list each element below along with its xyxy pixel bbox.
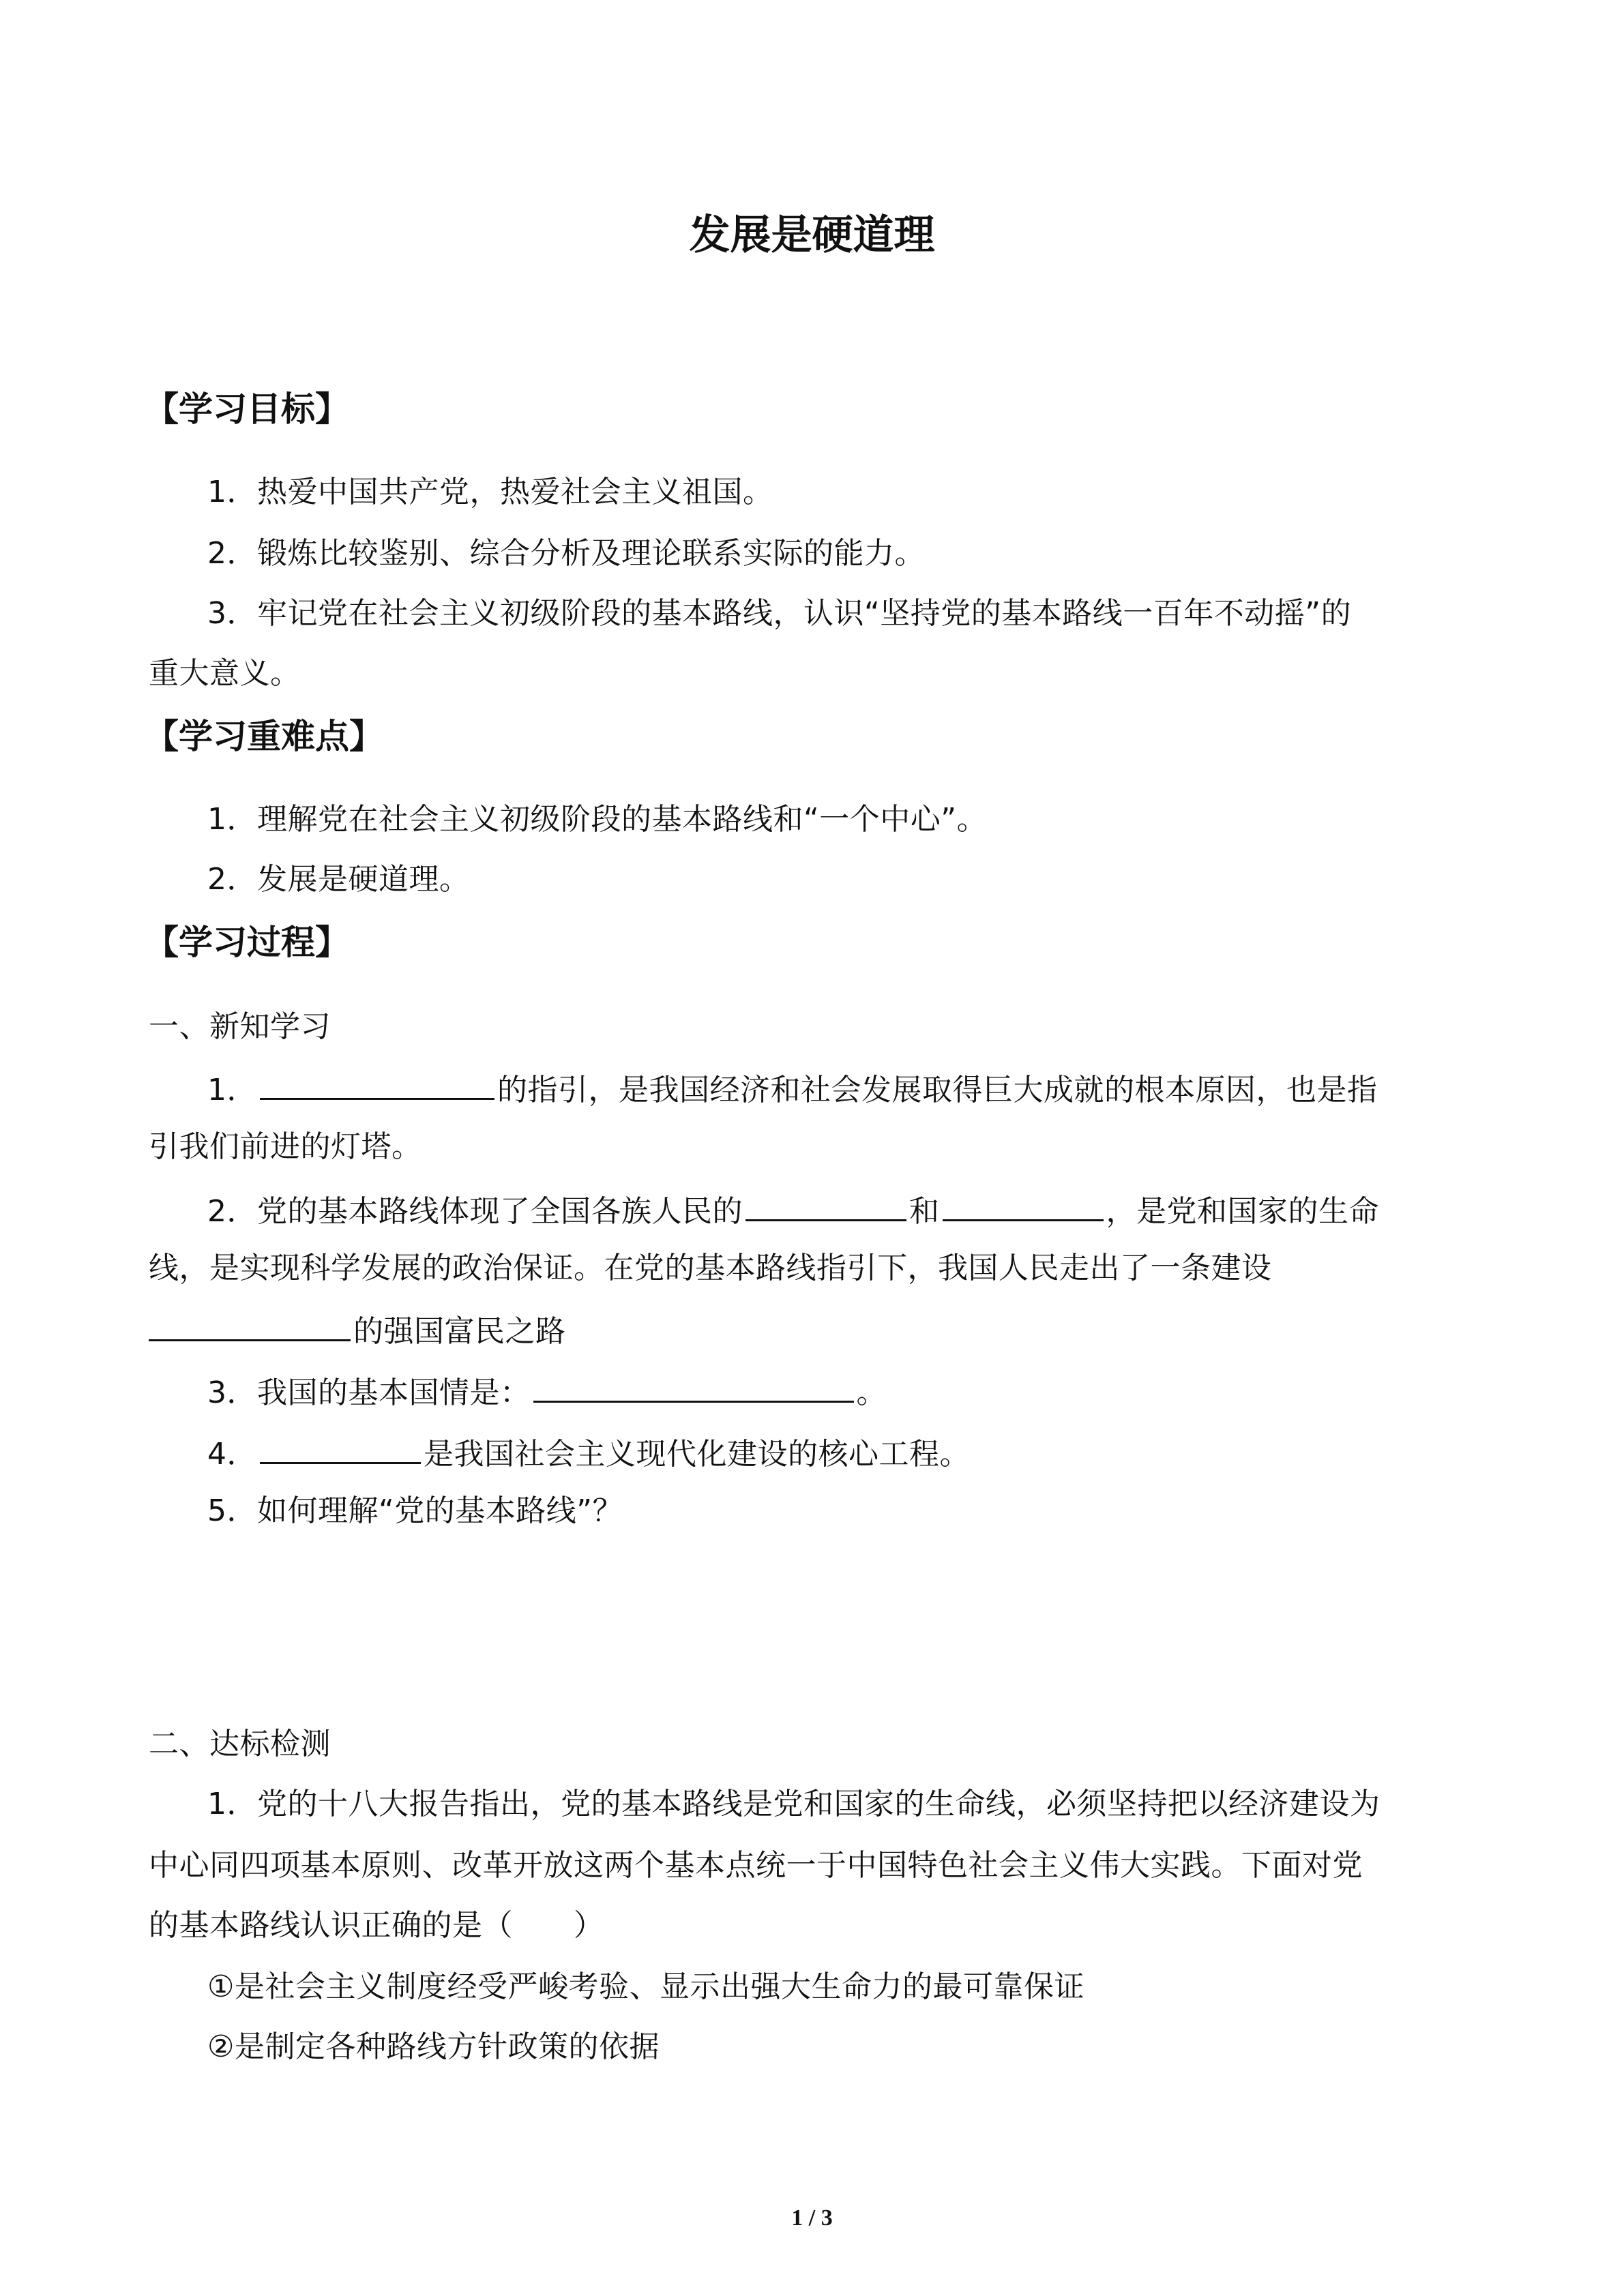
question-1 — [207, 1065, 1378, 1112]
question-3-end: 。 — [856, 1375, 887, 1410]
question-2-text: 2．党的基本路线体现了全国各族人民的 — [207, 1194, 743, 1229]
test-option-2: ②是制定各种路线方针政策的依据 — [207, 2029, 660, 2064]
test-question-1-cont: 中心同四项基本原则、改革开放这两个基本点统一于中国特色社会主义伟大实践。下面对党 — [149, 1848, 1363, 1883]
question-2-cont-2 — [149, 1307, 566, 1354]
question-2 — [207, 1187, 1379, 1234]
question-1-number: 1． — [207, 1073, 257, 1107]
section-heading-process: 【学习过程】 — [145, 923, 349, 962]
answer-blank-1[interactable] — [260, 1065, 494, 1100]
answer-blank-3[interactable] — [533, 1368, 854, 1403]
answer-blank-2b[interactable] — [943, 1187, 1104, 1221]
question-4-number: 4． — [207, 1437, 257, 1472]
question-1-text: 的指引，是我国经济和社会发展取得巨大成就的根本原因，也是指 — [497, 1073, 1378, 1107]
page-title: 发展是硬道理 — [689, 211, 935, 259]
question-1-cont: 引我们前进的灯塔。 — [149, 1129, 422, 1164]
key-point-1: 1．理解党在社会主义初级阶段的基本路线和“一个中心”。 — [207, 802, 988, 837]
question-2-text-end: ，是党和国家的生命 — [1106, 1194, 1379, 1229]
question-4-text: 是我国社会主义现代化建设的核心工程。 — [424, 1437, 970, 1472]
section-heading-key-points: 【学习重难点】 — [145, 717, 383, 756]
goal-item-1: 1．热爱中国共产党，热爱社会主义祖国。 — [207, 475, 773, 509]
question-5: 5．如何理解“党的基本路线”？ — [207, 1493, 623, 1528]
key-point-2: 2．发展是硬道理。 — [207, 862, 470, 897]
goal-item-3: 3．牢记党在社会主义初级阶段的基本路线，认识“坚持党的基本路线一百年不动摇”的 — [207, 596, 1352, 631]
goal-item-3-cont: 重大意义。 — [149, 656, 301, 691]
test-option-1: ①是社会主义制度经受严峻考验、显示出强大生命力的最可靠保证 — [207, 1969, 1084, 2004]
question-3-text: 3．我国的基本国情是： — [207, 1375, 531, 1410]
answer-blank-2a[interactable] — [745, 1187, 906, 1221]
question-3 — [207, 1368, 887, 1415]
question-2-and: 和 — [909, 1194, 940, 1229]
page-number: 1 / 3 — [791, 2205, 833, 2231]
question-4 — [207, 1429, 970, 1476]
section-heading-goals: 【学习目标】 — [145, 389, 349, 429]
answer-blank-2c[interactable] — [149, 1307, 351, 1341]
test-question-1-cont-2: 的基本路线认识正确的是（ ） — [149, 1908, 604, 1943]
answer-blank-4[interactable] — [260, 1429, 421, 1464]
question-2-cont: 线，是实现科学发展的政治保证。在党的基本路线指引下，我国人民走出了一条建设 — [149, 1251, 1272, 1285]
question-2-cont-2-text: 的强国富民之路 — [353, 1314, 566, 1349]
test-question-1: 1．党的十八大报告指出，党的基本路线是党和国家的生命线，必须坚持把以经济建设为 — [207, 1787, 1381, 1821]
goal-item-2: 2．锻炼比较鉴别、综合分析及理论联系实际的能力。 — [207, 536, 925, 571]
part2-title: 二、达标检测 — [149, 1727, 331, 1761]
part1-title: 一、新知学习 — [149, 1009, 331, 1044]
